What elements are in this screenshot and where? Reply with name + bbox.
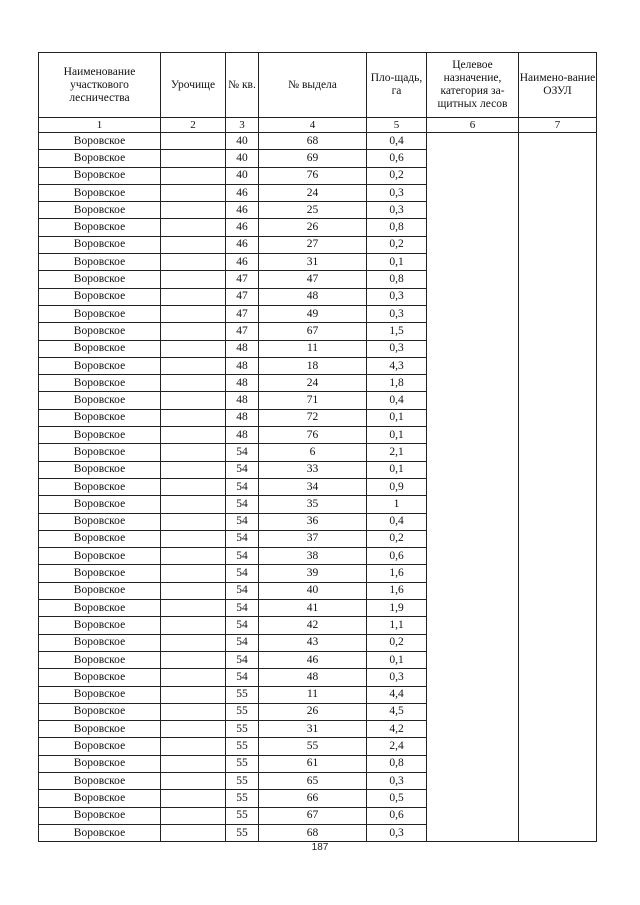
cell-plot: 26 [259, 219, 367, 236]
cell-tract [161, 133, 226, 150]
cell-tract [161, 184, 226, 201]
cell-forestry: Воровское [39, 254, 161, 271]
cell-plot: 41 [259, 600, 367, 617]
cell-forestry: Воровское [39, 600, 161, 617]
cell-forestry: Воровское [39, 219, 161, 236]
cell-area: 1,8 [367, 375, 427, 392]
cell-quarter: 54 [226, 634, 259, 651]
cell-plot: 34 [259, 478, 367, 495]
cell-area: 4,4 [367, 686, 427, 703]
cell-tract [161, 686, 226, 703]
cell-quarter: 54 [226, 496, 259, 513]
cell-forestry: Воровское [39, 548, 161, 565]
cell-plot: 40 [259, 582, 367, 599]
cell-area: 0,8 [367, 271, 427, 288]
column-number: 2 [161, 118, 226, 133]
cell-tract [161, 323, 226, 340]
cell-forestry: Воровское [39, 392, 161, 409]
cell-quarter: 54 [226, 669, 259, 686]
cell-area: 0,3 [367, 824, 427, 841]
cell-plot: 48 [259, 669, 367, 686]
cell-plot: 43 [259, 634, 367, 651]
cell-tract [161, 669, 226, 686]
cell-quarter: 54 [226, 461, 259, 478]
cell-forestry: Воровское [39, 755, 161, 772]
cell-area: 0,8 [367, 219, 427, 236]
cell-area: 0,3 [367, 340, 427, 357]
cell-forestry: Воровское [39, 167, 161, 184]
page-number: 187 [311, 842, 329, 853]
cell-plot: 31 [259, 254, 367, 271]
cell-tract [161, 427, 226, 444]
cell-tract [161, 288, 226, 305]
cell-tract [161, 824, 226, 841]
cell-plot: 65 [259, 772, 367, 789]
table-body [39, 133, 597, 842]
cell-area: 0,2 [367, 167, 427, 184]
cell-area: 0,3 [367, 184, 427, 201]
column-number: 4 [259, 118, 367, 133]
cell-area: 0,8 [367, 755, 427, 772]
cell-area: 1,5 [367, 323, 427, 340]
cell-area: 0,6 [367, 548, 427, 565]
cell-plot: 76 [259, 427, 367, 444]
cell-quarter: 55 [226, 772, 259, 789]
header-area: Пло-щадь, га [367, 53, 427, 118]
cell-area: 0,3 [367, 288, 427, 305]
cell-plot: 11 [259, 340, 367, 357]
cell-tract [161, 461, 226, 478]
cell-plot: 46 [259, 651, 367, 668]
cell-tract [161, 357, 226, 374]
cell-tract [161, 548, 226, 565]
cell-tract [161, 150, 226, 167]
cell-plot: 47 [259, 271, 367, 288]
cell-purpose-category [427, 133, 519, 842]
cell-area: 1,6 [367, 565, 427, 582]
cell-tract [161, 202, 226, 219]
cell-forestry: Воровское [39, 686, 161, 703]
cell-forestry: Воровское [39, 513, 161, 530]
cell-forestry: Воровское [39, 133, 161, 150]
header-plot-number: № выдела [259, 53, 367, 118]
cell-tract [161, 530, 226, 547]
cell-forestry: Воровское [39, 150, 161, 167]
cell-forestry: Воровское [39, 669, 161, 686]
cell-area: 0,2 [367, 236, 427, 253]
cell-area: 4,5 [367, 703, 427, 720]
cell-forestry: Воровское [39, 530, 161, 547]
cell-tract [161, 167, 226, 184]
cell-forestry: Воровское [39, 202, 161, 219]
cell-quarter: 47 [226, 271, 259, 288]
column-number: 6 [427, 118, 519, 133]
cell-quarter: 54 [226, 478, 259, 495]
cell-tract [161, 738, 226, 755]
cell-quarter: 55 [226, 790, 259, 807]
cell-forestry: Воровское [39, 807, 161, 824]
cell-quarter: 55 [226, 721, 259, 738]
cell-plot: 42 [259, 617, 367, 634]
cell-tract [161, 807, 226, 824]
cell-quarter: 46 [226, 236, 259, 253]
cell-tract [161, 375, 226, 392]
cell-plot: 48 [259, 288, 367, 305]
cell-plot: 66 [259, 790, 367, 807]
cell-tract [161, 634, 226, 651]
cell-plot: 72 [259, 409, 367, 426]
cell-plot: 36 [259, 513, 367, 530]
cell-area: 0,2 [367, 634, 427, 651]
cell-area: 4,2 [367, 721, 427, 738]
cell-plot: 27 [259, 236, 367, 253]
cell-tract [161, 721, 226, 738]
cell-plot: 24 [259, 184, 367, 201]
cell-forestry: Воровское [39, 427, 161, 444]
cell-area: 1,1 [367, 617, 427, 634]
cell-tract [161, 271, 226, 288]
cell-area: 0,3 [367, 772, 427, 789]
cell-plot: 37 [259, 530, 367, 547]
cell-plot: 25 [259, 202, 367, 219]
cell-forestry: Воровское [39, 565, 161, 582]
cell-area: 2,4 [367, 738, 427, 755]
cell-quarter: 40 [226, 150, 259, 167]
cell-tract [161, 790, 226, 807]
cell-area: 0,6 [367, 150, 427, 167]
cell-forestry: Воровское [39, 772, 161, 789]
cell-quarter: 54 [226, 617, 259, 634]
cell-plot: 6 [259, 444, 367, 461]
cell-ozul-name [519, 133, 597, 842]
header-row [39, 53, 597, 118]
cell-plot: 76 [259, 167, 367, 184]
cell-quarter: 46 [226, 202, 259, 219]
cell-quarter: 54 [226, 513, 259, 530]
cell-tract [161, 496, 226, 513]
cell-tract [161, 755, 226, 772]
cell-area: 0,4 [367, 133, 427, 150]
cell-quarter: 54 [226, 565, 259, 582]
cell-quarter: 40 [226, 133, 259, 150]
cell-plot: 68 [259, 824, 367, 841]
cell-tract [161, 582, 226, 599]
cell-plot: 49 [259, 305, 367, 322]
cell-quarter: 55 [226, 738, 259, 755]
cell-forestry: Воровское [39, 790, 161, 807]
cell-forestry: Воровское [39, 323, 161, 340]
cell-forestry: Воровское [39, 357, 161, 374]
cell-forestry: Воровское [39, 478, 161, 495]
cell-area: 1,9 [367, 600, 427, 617]
cell-forestry: Воровское [39, 617, 161, 634]
cell-area: 4,3 [367, 357, 427, 374]
cell-area: 0,3 [367, 669, 427, 686]
cell-quarter: 46 [226, 184, 259, 201]
cell-quarter: 40 [226, 167, 259, 184]
cell-quarter: 54 [226, 444, 259, 461]
cell-plot: 61 [259, 755, 367, 772]
cell-tract [161, 600, 226, 617]
cell-area: 0,1 [367, 461, 427, 478]
cell-area: 1 [367, 496, 427, 513]
cell-tract [161, 513, 226, 530]
cell-forestry: Воровское [39, 271, 161, 288]
cell-tract [161, 254, 226, 271]
cell-tract [161, 478, 226, 495]
cell-forestry: Воровское [39, 582, 161, 599]
cell-tract [161, 617, 226, 634]
cell-quarter: 54 [226, 530, 259, 547]
cell-quarter: 55 [226, 755, 259, 772]
cell-area: 1,6 [367, 582, 427, 599]
cell-forestry: Воровское [39, 651, 161, 668]
cell-plot: 33 [259, 461, 367, 478]
cell-forestry: Воровское [39, 236, 161, 253]
cell-forestry: Воровское [39, 409, 161, 426]
cell-forestry: Воровское [39, 721, 161, 738]
cell-area: 0,5 [367, 790, 427, 807]
cell-quarter: 48 [226, 409, 259, 426]
cell-plot: 68 [259, 133, 367, 150]
cell-forestry: Воровское [39, 305, 161, 322]
cell-quarter: 46 [226, 219, 259, 236]
cell-plot: 38 [259, 548, 367, 565]
cell-tract [161, 703, 226, 720]
cell-area: 2,1 [367, 444, 427, 461]
cell-tract [161, 772, 226, 789]
cell-quarter: 55 [226, 807, 259, 824]
cell-plot: 67 [259, 323, 367, 340]
cell-plot: 55 [259, 738, 367, 755]
cell-plot: 67 [259, 807, 367, 824]
cell-plot: 24 [259, 375, 367, 392]
cell-forestry: Воровское [39, 496, 161, 513]
column-number: 1 [39, 118, 161, 133]
header-purpose-category: Целевое назначение, категория за-щитных лесов [427, 53, 519, 118]
cell-tract [161, 409, 226, 426]
cell-quarter: 47 [226, 288, 259, 305]
cell-plot: 35 [259, 496, 367, 513]
cell-quarter: 55 [226, 686, 259, 703]
cell-plot: 71 [259, 392, 367, 409]
cell-area: 0,1 [367, 409, 427, 426]
cell-forestry: Воровское [39, 703, 161, 720]
cell-quarter: 47 [226, 305, 259, 322]
cell-tract [161, 305, 226, 322]
cell-area: 0,6 [367, 807, 427, 824]
cell-plot: 18 [259, 357, 367, 374]
cell-forestry: Воровское [39, 340, 161, 357]
cell-area: 0,4 [367, 513, 427, 530]
cell-quarter: 48 [226, 340, 259, 357]
header-forestry-name: Наименование участкового лесничества [39, 53, 161, 118]
cell-plot: 11 [259, 686, 367, 703]
cell-quarter: 48 [226, 357, 259, 374]
header-ozul-name: Наимено-вание ОЗУЛ [519, 53, 597, 118]
cell-quarter: 54 [226, 651, 259, 668]
cell-forestry: Воровское [39, 461, 161, 478]
cell-quarter: 46 [226, 254, 259, 271]
cell-area: 0,4 [367, 392, 427, 409]
cell-forestry: Воровское [39, 738, 161, 755]
cell-area: 0,1 [367, 427, 427, 444]
cell-tract [161, 651, 226, 668]
cell-quarter: 48 [226, 392, 259, 409]
cell-plot: 69 [259, 150, 367, 167]
cell-quarter: 48 [226, 427, 259, 444]
cell-forestry: Воровское [39, 288, 161, 305]
cell-area: 0,1 [367, 651, 427, 668]
cell-tract [161, 565, 226, 582]
cell-quarter: 55 [226, 824, 259, 841]
column-number: 5 [367, 118, 427, 133]
cell-quarter: 54 [226, 600, 259, 617]
column-number: 3 [226, 118, 259, 133]
cell-area: 0,9 [367, 478, 427, 495]
forest-plots-table [38, 52, 597, 842]
cell-tract [161, 236, 226, 253]
cell-quarter: 54 [226, 548, 259, 565]
cell-tract [161, 219, 226, 236]
cell-forestry: Воровское [39, 375, 161, 392]
cell-quarter: 48 [226, 375, 259, 392]
cell-tract [161, 444, 226, 461]
header-tract: Урочище [161, 53, 226, 118]
cell-tract [161, 340, 226, 357]
cell-quarter: 47 [226, 323, 259, 340]
cell-forestry: Воровское [39, 634, 161, 651]
cell-quarter: 55 [226, 703, 259, 720]
cell-area: 0,3 [367, 202, 427, 219]
table-row [39, 133, 597, 150]
cell-forestry: Воровское [39, 444, 161, 461]
header-quarter-number: № кв. [226, 53, 259, 118]
cell-tract [161, 392, 226, 409]
cell-forestry: Воровское [39, 184, 161, 201]
cell-plot: 39 [259, 565, 367, 582]
cell-plot: 26 [259, 703, 367, 720]
column-number: 7 [519, 118, 597, 133]
column-number-row [39, 118, 597, 133]
cell-quarter: 54 [226, 582, 259, 599]
cell-area: 0,2 [367, 530, 427, 547]
cell-area: 0,3 [367, 305, 427, 322]
cell-forestry: Воровское [39, 824, 161, 841]
cell-area: 0,1 [367, 254, 427, 271]
cell-plot: 31 [259, 721, 367, 738]
